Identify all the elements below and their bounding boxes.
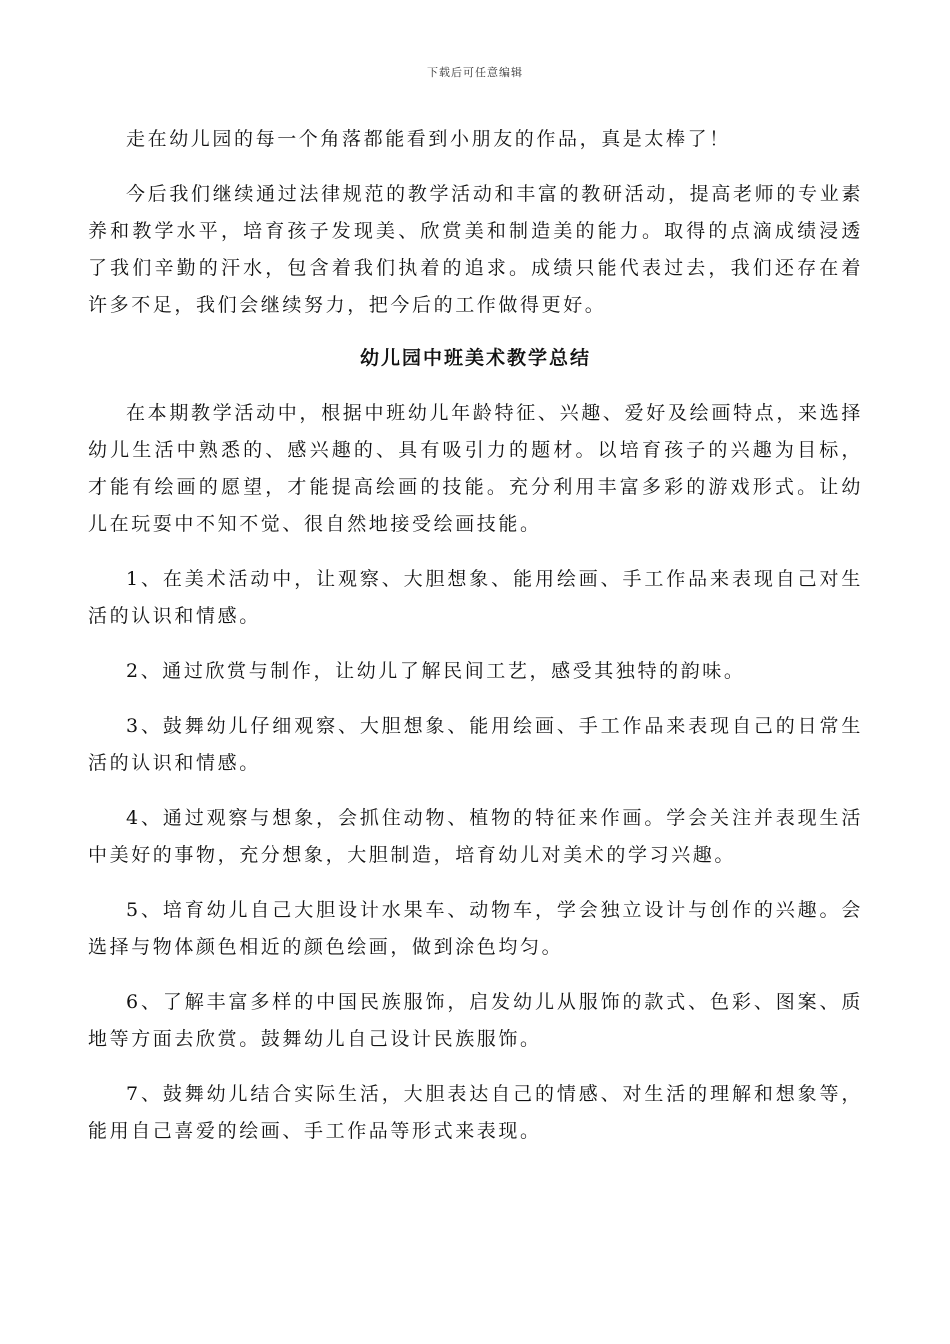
document-body <box>88 121 863 1150</box>
list-item-3: 3、鼓舞幼儿仔细观察、大胆想象、能用绘画、手工作品来表现自己的日常生活的认识和情感。 <box>88 715 863 774</box>
list-item-4: 4、通过观察与想象，会抓住动物、植物的特征来作画。学会关注并表现生活中美好的事物，充分想象，大胆制造，培育幼儿对美术的学习兴趣。 <box>88 807 863 866</box>
intro-paragraph-1: 走在幼儿园的每一个角落都能看到小朋友的作品，真是太棒了！ <box>126 128 731 150</box>
list-item-2: 2、通过欣赏与制作，让幼儿了解民间工艺，感受其独特的韵味。 <box>126 660 746 682</box>
section-title: 幼儿园中班美术教学总结 <box>359 347 591 369</box>
list-item-6: 6、了解丰富多样的中国民族服饰，启发幼儿从服饰的款式、色彩、图案、质地等方面去欣赏。鼓舞幼儿自己设计民族服饰。 <box>88 991 863 1050</box>
intro-paragraph-2: 今后我们继续通过法律规范的教学活动和丰富的教研活动，提高老师的专业素养和教学水平，培育孩子发现美、欣赏美和制造美的能力。取得的点滴成绩浸透了我们辛勤的汗水，包含着我们执着的追求。成绩只能代表过去，我们还存在着许多不足，我们会继续努力，把今后的工作做得更好。 <box>88 183 863 316</box>
list-item-5: 5、培育幼儿自己大胆设计水果车、动物车，学会独立设计与创作的兴趣。会选择与物体颜色相近的颜色绘画，做到涂色均匀。 <box>88 899 863 958</box>
page-header-note: 下载后可任意编辑 <box>427 66 523 79</box>
list-item-7: 7、鼓舞幼儿结合实际生活，大胆表达自己的情感、对生活的理解和想象等，能用自己喜爱的绘画、手工作品等形式来表现。 <box>88 1083 863 1142</box>
section-intro-paragraph: 在本期教学活动中，根据中班幼儿年龄特征、兴趣、爱好及绘画特点，来选择幼儿生活中熟悉的、感兴趣的、具有吸引力的题材。以培育孩子的兴趣为目标，才能有绘画的愿望，才能提高绘画的技能。充分利用丰富多彩的游戏形式。让幼儿在玩耍中不知不觉、很自然地接受绘画技能。 <box>88 402 863 535</box>
list-item-1: 1、在美术活动中，让观察、大胆想象、能用绘画、手工作品来表现自己对生活的认识和情感。 <box>88 568 863 627</box>
